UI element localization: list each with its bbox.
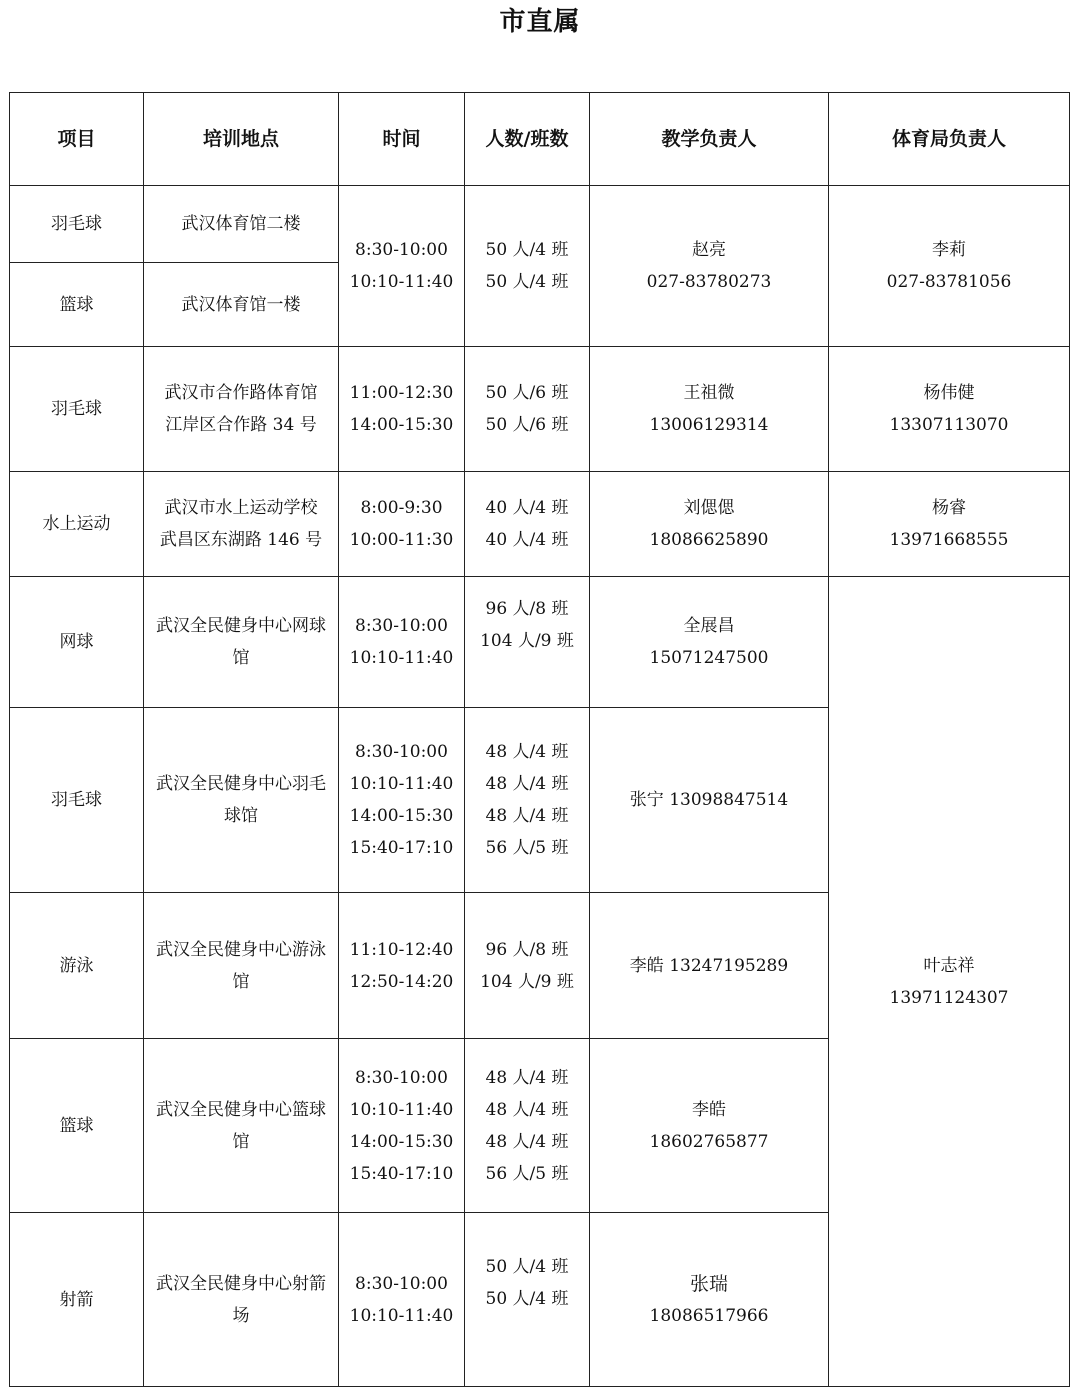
location-text: 武汉全民健身中心射箭场 [156, 1273, 326, 1326]
bureau-name: 杨伟健 [923, 383, 975, 403]
capacity-entry: 104 人/9 班 [480, 631, 574, 651]
capacity-entry: 104 人/9 班 [480, 971, 574, 992]
time-cell [339, 708, 465, 893]
project-cell: 水上运动 [10, 472, 144, 577]
capacity-cell [465, 1213, 590, 1387]
capacity-cell [465, 347, 590, 472]
teaching-name: 刘偲偲 [683, 498, 735, 518]
time-cell [339, 893, 465, 1039]
capacity-entry: 50 人/4 班 [485, 272, 569, 292]
teaching-phone: 15071247500 [649, 648, 769, 668]
table-row [10, 347, 1070, 472]
teaching-cell [590, 186, 829, 347]
location-line: 武昌区东湖路 146 号 [159, 530, 323, 550]
location-cell [144, 893, 339, 1039]
capacity-entry: 56 人/5 班 [485, 1163, 569, 1184]
location-line: 江岸区合作路 34 号 [165, 415, 317, 435]
time-slot: 8:30-10:00 [355, 742, 448, 762]
capacity-entry: 48 人/4 班 [485, 1099, 569, 1120]
time-slot: 12:50-14:20 [349, 971, 454, 992]
location-line: 武汉市合作路体育馆 [164, 383, 318, 403]
location-cell [144, 347, 339, 472]
capacity-cell [465, 577, 590, 708]
teaching-phone: 027-83780273 [646, 272, 772, 292]
teaching-cell [590, 577, 829, 708]
table-row [10, 186, 1070, 263]
page-title: 市直属 [499, 7, 581, 37]
time-cell [339, 1213, 465, 1387]
location-cell: 武汉体育馆二楼 [144, 186, 339, 263]
time-slot: 8:30-10:00 [355, 1067, 448, 1088]
time-slot: 14:00-15:30 [349, 806, 454, 826]
teaching-phone: 18602765877 [649, 1131, 769, 1152]
project-cell: 篮球 [10, 263, 144, 347]
time-cell [339, 577, 465, 708]
location-line: 武汉市水上运动学校 [164, 498, 318, 518]
capacity-entry: 40 人/4 班 [485, 530, 569, 550]
time-slot: 15:40-17:10 [349, 838, 454, 858]
time-slot: 10:00-11:30 [349, 530, 454, 550]
bureau-phone: 027-83781056 [886, 272, 1012, 292]
time-cell [339, 1039, 465, 1213]
capacity-cell [465, 186, 590, 347]
bureau-cell [829, 347, 1070, 472]
capacity-entry: 50 人/6 班 [485, 383, 569, 403]
header-bureau: 体育局负责人 [829, 93, 1070, 186]
bureau-phone: 13307113070 [889, 415, 1009, 435]
teaching-name: 李皓 [692, 1099, 726, 1120]
time-slot: 10:10-11:40 [349, 272, 454, 292]
header-time: 时间 [339, 93, 465, 186]
time-slot: 10:10-11:40 [349, 648, 454, 668]
capacity-entry: 48 人/4 班 [485, 1067, 569, 1088]
location-cell [144, 472, 339, 577]
header-row [10, 93, 1070, 186]
bureau-cell [829, 577, 1070, 1387]
capacity-cell [465, 472, 590, 577]
capacity-entry: 96 人/8 班 [485, 939, 569, 960]
project-cell: 游泳 [10, 893, 144, 1039]
teaching-cell [590, 1039, 829, 1213]
project-cell: 羽毛球 [10, 708, 144, 893]
time-slot: 10:10-11:40 [349, 1305, 454, 1326]
time-slot: 8:30-10:00 [355, 1273, 448, 1294]
bureau-phone: 13971668555 [889, 530, 1009, 550]
time-slot: 8:30-10:00 [355, 616, 448, 636]
teaching-name: 王祖微 [683, 383, 735, 403]
capacity-entry: 50 人/4 班 [485, 1289, 569, 1309]
teaching-cell [590, 893, 829, 1039]
teaching-cell [590, 347, 829, 472]
schedule-table [9, 92, 1070, 1387]
time-slot: 11:00-12:30 [349, 383, 454, 403]
header-project: 项目 [10, 93, 144, 186]
location-text: 武汉全民健身中心网球馆 [156, 616, 326, 668]
teaching-cell [590, 1213, 829, 1387]
project-cell: 羽毛球 [10, 347, 144, 472]
capacity-entry: 50 人/4 班 [485, 1257, 569, 1277]
teaching-cell [590, 708, 829, 893]
table-row [10, 472, 1070, 577]
capacity-cell [465, 708, 590, 893]
time-cell [339, 347, 465, 472]
location-cell [144, 1213, 339, 1387]
teaching-contact: 李皓 13247195289 [629, 955, 789, 976]
teaching-name: 赵亮 [692, 240, 726, 260]
project-cell: 网球 [10, 577, 144, 708]
teaching-cell [590, 472, 829, 577]
teaching-contact: 张宁 13098847514 [629, 790, 789, 810]
location-text: 武汉全民健身中心羽毛球馆 [156, 774, 326, 826]
project-cell: 射箭 [10, 1213, 144, 1387]
capacity-entry: 48 人/4 班 [485, 774, 569, 794]
time-slot: 10:10-11:40 [349, 1099, 454, 1120]
location-cell [144, 577, 339, 708]
bureau-name: 李莉 [932, 240, 966, 260]
time-cell [339, 472, 465, 577]
capacity-entry: 56 人/5 班 [485, 838, 569, 858]
capacity-entry: 96 人/8 班 [485, 599, 569, 619]
header-location: 培训地点 [144, 93, 339, 186]
location-cell: 武汉体育馆一楼 [144, 263, 339, 347]
table-row [10, 577, 1070, 708]
teaching-phone: 13006129314 [649, 415, 769, 435]
capacity-entry: 50 人/6 班 [485, 415, 569, 435]
time-slot: 14:00-15:30 [349, 415, 454, 435]
location-cell [144, 1039, 339, 1213]
capacity-entry: 48 人/4 班 [485, 806, 569, 826]
bureau-cell [829, 472, 1070, 577]
bureau-cell [829, 186, 1070, 347]
bureau-name: 杨睿 [932, 498, 966, 518]
teaching-name: 张瑞 [689, 1272, 728, 1295]
capacity-entry: 48 人/4 班 [485, 742, 569, 762]
time-slot: 10:10-11:40 [349, 774, 454, 794]
bureau-name: 叶志祥 [923, 955, 975, 976]
header-teaching: 教学负责人 [590, 93, 829, 186]
location-text: 武汉全民健身中心游泳馆 [156, 939, 326, 992]
header-capacity: 人数/班数 [465, 93, 590, 186]
time-slot: 8:30-10:00 [355, 240, 448, 260]
time-slot: 8:00-9:30 [360, 498, 443, 518]
location-cell [144, 708, 339, 893]
capacity-cell [465, 893, 590, 1039]
location-text: 武汉全民健身中心篮球馆 [156, 1099, 326, 1152]
time-slot: 14:00-15:30 [349, 1131, 454, 1152]
capacity-entry: 40 人/4 班 [485, 498, 569, 518]
time-slot: 11:10-12:40 [349, 939, 454, 960]
project-cell: 篮球 [10, 1039, 144, 1213]
teaching-phone: 18086625890 [649, 530, 769, 550]
teaching-phone: 18086517966 [649, 1305, 769, 1326]
bureau-phone: 13971124307 [889, 987, 1009, 1008]
capacity-entry: 50 人/4 班 [485, 240, 569, 260]
project-cell: 羽毛球 [10, 186, 144, 263]
time-slot: 15:40-17:10 [349, 1163, 454, 1184]
teaching-name: 全展昌 [683, 616, 735, 636]
capacity-cell [465, 1039, 590, 1213]
capacity-entry: 48 人/4 班 [485, 1131, 569, 1152]
time-cell [339, 186, 465, 347]
